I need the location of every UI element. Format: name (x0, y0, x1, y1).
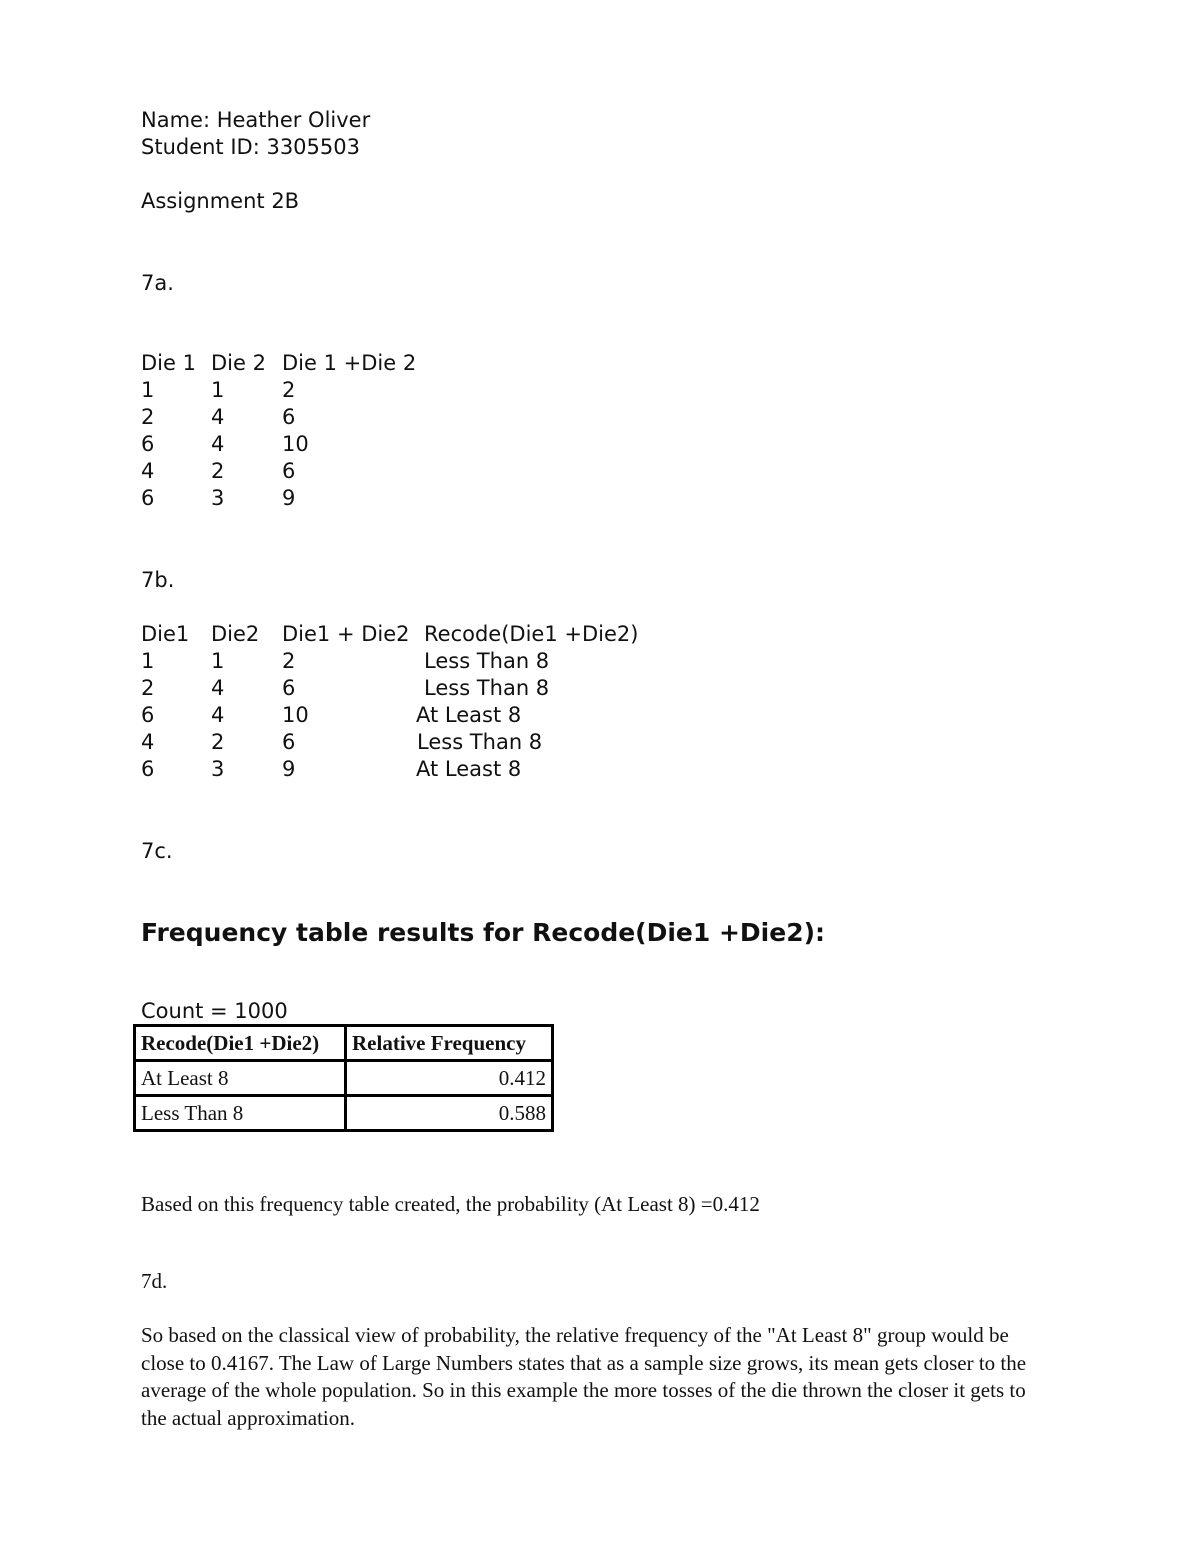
q7d-label: 7d. (141, 1269, 168, 1293)
table-cell-frequency: 0.588 (346, 1096, 553, 1131)
q7a-cell: 2 (141, 405, 155, 429)
probability-conclusion: Based on this frequency table created, the probability (At Least 8) =0.412 (141, 1192, 760, 1216)
q7b-cell: Less Than 8 (424, 649, 550, 673)
q7a-header: Die 1 +Die 2 (282, 351, 417, 375)
q7a-cell: 1 (141, 378, 155, 402)
q7a-cell: 6 (141, 486, 155, 510)
q7b-cell: 9 (282, 757, 296, 781)
q7b-cell: 4 (211, 703, 225, 727)
q7b-header: Die1 + Die2 (282, 622, 410, 646)
q7b-header: Die2 (211, 622, 260, 646)
q7b-cell: Less Than 8 (417, 730, 543, 754)
q7a-header: Die 1 (141, 351, 196, 375)
table-header-relative-frequency: Relative Frequency (346, 1026, 553, 1061)
q7a-label: 7a. (141, 271, 174, 295)
q7a-cell: 6 (282, 405, 296, 429)
q7a-cell: 9 (282, 486, 296, 510)
q7b-cell: 6 (282, 730, 296, 754)
q7b-cell: 6 (141, 703, 155, 727)
q7a-cell: 6 (141, 432, 155, 456)
student-name: Name: Heather Oliver (141, 108, 371, 132)
q7b-cell: 6 (141, 757, 155, 781)
q7b-cell: 2 (282, 649, 296, 673)
q7a-cell: 10 (282, 432, 309, 456)
q7a-cell: 1 (211, 378, 225, 402)
count-label: Count = 1000 (141, 999, 288, 1023)
table-cell-category: At Least 8 (135, 1061, 346, 1096)
q7a-cell: 2 (282, 378, 296, 402)
q7a-cell: 4 (141, 459, 155, 483)
q7a-cell: 6 (282, 459, 296, 483)
q7b-cell: 6 (282, 676, 296, 700)
q7b-header: Die1 (141, 622, 190, 646)
frequency-table-header-row (135, 1026, 553, 1061)
q7b-cell: 1 (211, 649, 225, 673)
q7a-cell: 2 (211, 459, 225, 483)
table-row (135, 1061, 553, 1096)
table-header-recode: Recode(Die1 +Die2) (135, 1026, 346, 1061)
table-row (135, 1096, 553, 1131)
q7b-cell: At Least 8 (416, 757, 522, 781)
table-cell-frequency: 0.412 (346, 1061, 553, 1096)
q7b-cell: 3 (211, 757, 225, 781)
q7b-cell: 4 (141, 730, 155, 754)
q7a-cell: 4 (211, 432, 225, 456)
table-cell-category: Less Than 8 (135, 1096, 346, 1131)
student-id: Student ID: 3305503 (141, 135, 360, 159)
q7b-label: 7b. (141, 568, 175, 592)
q7b-cell: 2 (141, 676, 155, 700)
q7b-cell: 2 (211, 730, 225, 754)
q7b-header: Recode(Die1 +Die2) (424, 622, 639, 646)
q7b-cell: 10 (282, 703, 309, 727)
q7b-cell: 1 (141, 649, 155, 673)
q7c-label: 7c. (141, 839, 173, 863)
q7a-cell: 3 (211, 486, 225, 510)
q7b-cell: At Least 8 (416, 703, 522, 727)
frequency-table (133, 1024, 554, 1132)
q7b-cell: 4 (211, 676, 225, 700)
assignment-title: Assignment 2B (141, 189, 300, 213)
frequency-table-heading: Frequency table results for Recode(Die1 +Die2): (141, 918, 826, 947)
q7a-cell: 4 (211, 405, 225, 429)
q7d-answer: So based on the classical view of probability, the relative frequency of the "At Least 8" group would be close to 0.4167. The Law of Large Numbers states that as a sample size grows, its mean gets closer to the average of the whole population. So in this example the more tosses of the die thrown the closer it gets to the actual approximation. (141, 1323, 1027, 1430)
q7a-header: Die 2 (211, 351, 266, 375)
q7b-cell: Less Than 8 (424, 676, 550, 700)
